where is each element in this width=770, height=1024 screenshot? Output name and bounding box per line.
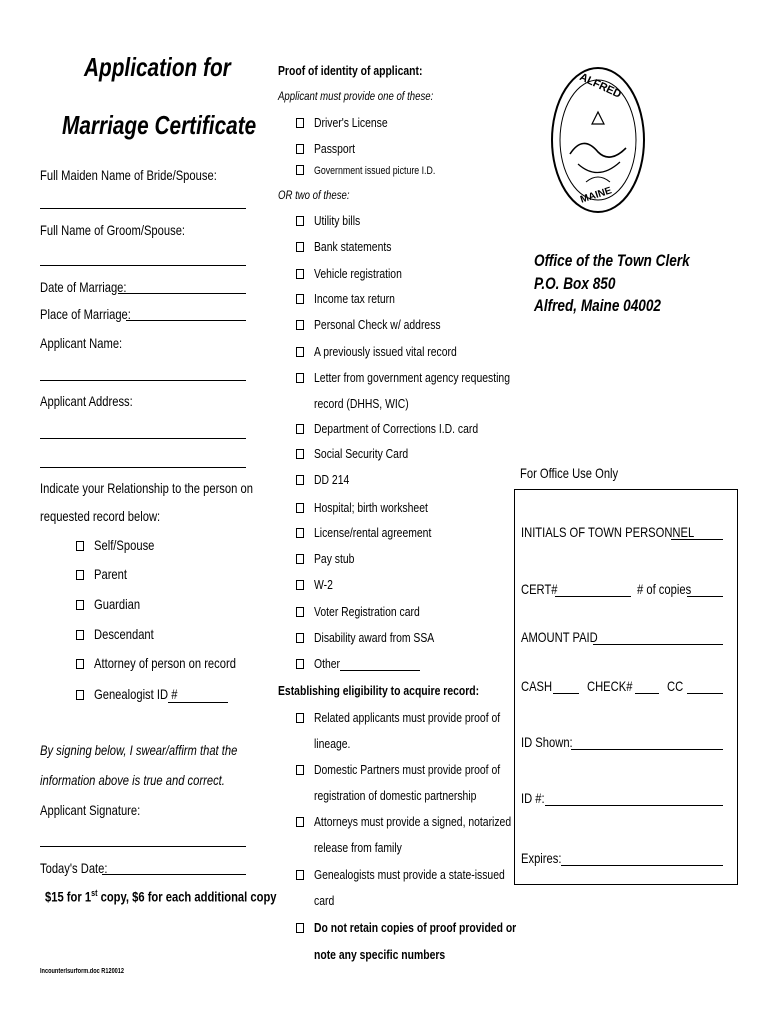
proof-option[interactable]: License/rental agreement [296, 525, 461, 540]
date-of-marriage-field[interactable] [118, 293, 246, 294]
bride-name-field[interactable] [40, 208, 246, 209]
proof-option[interactable]: Personal Check w/ address [296, 317, 472, 332]
proof-option[interactable]: Social Security Card [296, 446, 432, 461]
proof-option-continued: record (DHHS, WIC) [314, 396, 409, 411]
checkbox-icon[interactable] [296, 923, 304, 933]
proof-option-other[interactable]: Other [296, 656, 347, 671]
office-name: Office of the Town Clerk [534, 251, 690, 270]
form-title-line1: Application for [84, 52, 231, 82]
office-use-box [514, 489, 738, 885]
initials-field[interactable]: INITIALS OF TOWN PERSONNEL [521, 524, 695, 540]
relationship-option[interactable]: Guardian [76, 596, 152, 612]
eligibility-item: Domestic Partners must provide proof of [296, 762, 547, 777]
cc-field[interactable]: CC [667, 678, 684, 694]
check-field[interactable]: CHECK# [587, 678, 633, 694]
cert-field[interactable]: CERT# [521, 581, 558, 597]
relationship-option[interactable]: Descendant [76, 626, 169, 642]
checkbox-icon[interactable] [76, 659, 84, 669]
proof-option[interactable]: Bank statements [296, 239, 411, 254]
checkbox-icon[interactable] [296, 607, 304, 617]
one-of-these-heading: Applicant must provide one of these: [278, 89, 434, 103]
todays-date-label: Today's Date: [40, 860, 108, 876]
relationship-option[interactable]: Self/Spouse [76, 537, 170, 553]
checkbox-icon[interactable] [296, 633, 304, 643]
checkbox-icon[interactable] [296, 765, 304, 775]
checkbox-icon[interactable] [296, 713, 304, 723]
checkbox-icon[interactable] [296, 817, 304, 827]
checkbox-icon[interactable] [296, 347, 304, 357]
genealogist-id-field[interactable] [168, 702, 228, 703]
other-proof-field[interactable] [340, 670, 420, 671]
checkbox-icon[interactable] [296, 475, 304, 485]
applicant-name-label: Applicant Name: [40, 335, 123, 351]
office-po-box: P.O. Box 850 [534, 274, 616, 293]
cash-field[interactable]: CASH [521, 678, 553, 694]
proof-option[interactable]: W-2 [296, 577, 338, 592]
eligibility-item-continued: lineage. [314, 736, 351, 751]
checkbox-icon[interactable] [296, 165, 304, 175]
proof-heading: Proof of identity of applicant: [278, 63, 423, 78]
form-title-line2: Marriage Certificate [62, 110, 257, 140]
proof-option[interactable]: A previously issued vital record [296, 344, 492, 359]
middle-column [278, 0, 517, 1024]
proof-option[interactable]: Driver's License [296, 115, 406, 130]
eligibility-item: Attorneys must provide a signed, notarized [296, 814, 560, 829]
copies-field[interactable]: # of copies [637, 581, 692, 597]
footer-filename: Incounterlsurform.doc R120012 [40, 968, 125, 975]
proof-option[interactable]: Letter from government agency requesting [296, 370, 559, 385]
checkbox-icon[interactable] [296, 503, 304, 513]
groom-name-field[interactable] [40, 265, 246, 266]
proof-option[interactable]: Pay stub [296, 551, 365, 566]
eligibility-item: Do not retain copies of proof provided or [296, 920, 567, 935]
checkbox-icon[interactable] [76, 630, 84, 640]
proof-option[interactable]: Department of Corrections I.D. card [296, 421, 519, 436]
checkbox-icon[interactable] [296, 528, 304, 538]
applicant-address-field-1[interactable] [40, 438, 246, 439]
cc-line[interactable] [687, 693, 723, 694]
checkbox-icon[interactable] [76, 570, 84, 580]
checkbox-icon[interactable] [76, 690, 84, 700]
proof-option[interactable]: Passport [296, 141, 365, 156]
swear-statement-2: information above is true and correct. [40, 772, 225, 788]
checkbox-icon[interactable] [296, 294, 304, 304]
initials-line[interactable] [671, 539, 723, 540]
checkbox-icon[interactable] [76, 600, 84, 610]
checkbox-icon[interactable] [296, 870, 304, 880]
proof-option[interactable]: DD 214 [296, 472, 358, 487]
eligibility-item-continued: card [314, 893, 335, 908]
swear-statement-1: By signing below, I swear/affirm that the [40, 742, 238, 758]
eligibility-item-continued: registration of domestic partnership [314, 788, 477, 803]
eligibility-item: Related applicants must provide proof of [296, 710, 547, 725]
checkbox-icon[interactable] [296, 216, 304, 226]
place-of-marriage-field[interactable] [126, 320, 246, 321]
seal-text-top: ALFRED [577, 71, 624, 101]
date-of-marriage-label: Date of Marriage: [40, 279, 127, 295]
id-shown-field[interactable]: ID Shown: [521, 734, 573, 750]
checkbox-icon[interactable] [296, 659, 304, 669]
eligibility-item: Genealogists must provide a state-issued [296, 867, 552, 882]
applicant-signature-field[interactable] [40, 846, 246, 847]
proof-option[interactable]: Income tax return [296, 291, 415, 306]
checkbox-icon[interactable] [296, 269, 304, 279]
checkbox-icon[interactable] [296, 554, 304, 564]
checkbox-icon[interactable] [296, 449, 304, 459]
proof-option[interactable]: Hospital; birth worksheet [296, 500, 456, 515]
relationship-instruction-1: Indicate your Relationship to the person on [40, 480, 253, 496]
fee-text: $15 for 1st copy, $6 for each additional copy [45, 888, 277, 905]
eligibility-heading: Establishing eligibility to acquire record: [278, 683, 480, 698]
relationship-option[interactable]: Genealogist ID # [76, 686, 198, 702]
amount-paid-field[interactable]: AMOUNT PAID [521, 629, 598, 645]
id-number-field[interactable]: ID #: [521, 790, 545, 806]
todays-date-field[interactable] [102, 874, 246, 875]
expires-field[interactable]: Expires: [521, 850, 562, 866]
office-city-state: Alfred, Maine 04002 [534, 296, 661, 315]
cash-line[interactable] [553, 693, 579, 694]
check-line[interactable] [635, 693, 659, 694]
proof-option[interactable]: Utility bills [296, 213, 372, 228]
seal-text-bottom: MAINE [579, 185, 614, 206]
proof-option[interactable]: Vehicle registration [296, 266, 424, 281]
amount-paid-line[interactable] [593, 644, 723, 645]
bride-name-label: Full Maiden Name of Bride/Spouse: [40, 167, 217, 183]
copies-line[interactable] [687, 596, 723, 597]
proof-option[interactable]: Government issued picture I.D. [296, 165, 466, 177]
checkbox-icon[interactable] [296, 118, 304, 128]
eligibility-item-continued: note any specific numbers [314, 947, 446, 962]
id-shown-line[interactable] [571, 749, 723, 750]
eligibility-item-continued: release from family [314, 840, 402, 855]
office-use-label: For Office Use Only [520, 465, 619, 481]
id-number-line[interactable] [545, 805, 723, 806]
cert-line[interactable] [555, 596, 631, 597]
applicant-address-field-2[interactable] [40, 467, 246, 468]
checkbox-icon[interactable] [296, 242, 304, 252]
relationship-instruction-2: requested record below: [40, 508, 161, 524]
two-of-these-heading: OR two of these: [278, 188, 350, 202]
checkbox-icon[interactable] [296, 144, 304, 154]
relationship-option[interactable]: Parent [76, 566, 135, 582]
proof-option[interactable]: Voter Registration card [296, 604, 446, 619]
checkbox-icon[interactable] [76, 541, 84, 551]
checkbox-icon[interactable] [296, 373, 304, 383]
applicant-address-label: Applicant Address: [40, 393, 133, 409]
relationship-option[interactable]: Attorney of person on record [76, 655, 271, 671]
proof-option[interactable]: Disability award from SSA [296, 630, 464, 645]
applicant-signature-label: Applicant Signature: [40, 802, 141, 818]
checkbox-icon[interactable] [296, 580, 304, 590]
groom-name-label: Full Name of Groom/Spouse: [40, 222, 186, 238]
checkbox-icon[interactable] [296, 424, 304, 434]
checkbox-icon[interactable] [296, 320, 304, 330]
place-of-marriage-label: Place of Marriage: [40, 306, 131, 322]
left-column [40, 0, 277, 1024]
applicant-name-field[interactable] [40, 380, 246, 381]
expires-line[interactable] [561, 865, 723, 866]
